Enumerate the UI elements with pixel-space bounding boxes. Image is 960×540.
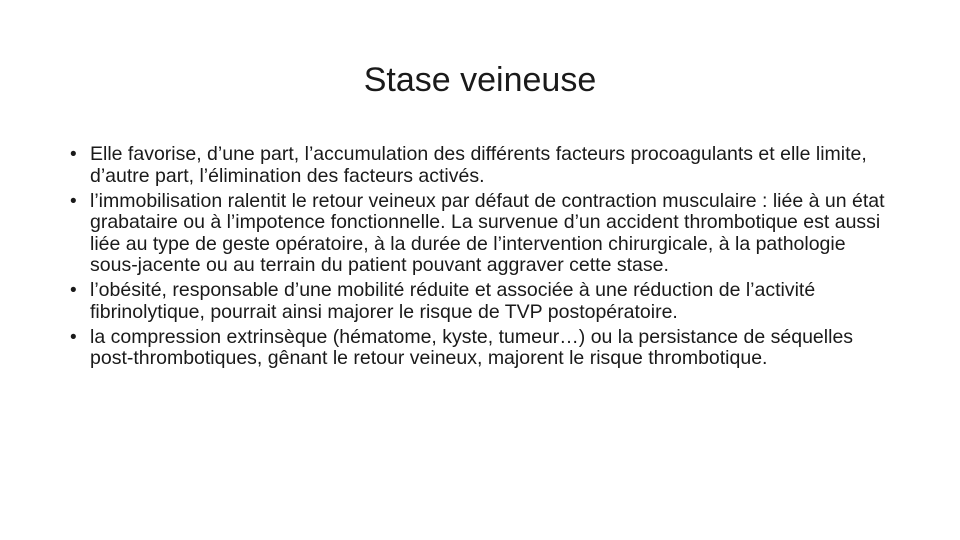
bullet-item (72, 280, 894, 323)
bullet-item (72, 144, 894, 187)
bullet-item (72, 191, 894, 277)
bullet-list (72, 144, 894, 373)
bullet-text: l’immobilisation ralentit le retour veineux par défaut de contraction musculaire : liée à un état grabataire ou à l’impotence fonctionnelle. La survenue d’un accident thrombotique est aussi liée au type de geste opératoire, à la durée de l’intervention chirurgicale, à la pathologie sous-jacente ou au terrain du patient pouvant aggraver cette stase. (90, 189, 885, 276)
bullet-text: la compression extrinsèque (hématome, kyste, tumeur…) ou la persistance de séquelles post-thrombotiques, gênant le retour veineux, majorent le risque thrombotique. (90, 325, 854, 369)
bullet-icon: • (70, 190, 77, 212)
bullet-text: l’obésité, responsable d’une mobilité réduite et associée à une réduction de l’activité fibrinolytique, pourrait ainsi majorer le risque de TVP postopératoire. (90, 279, 816, 323)
bullet-text: Elle favorise, d’une part, l’accumulation des différents facteurs procoagulants et elle limite, d’autre part, l’élimination des facteurs activés. (90, 143, 867, 187)
bullet-icon: • (70, 280, 77, 301)
bullet-icon: • (70, 326, 77, 348)
bullet-icon: • (70, 144, 77, 165)
slide-title: Stase veineuse (363, 61, 597, 99)
bullet-item (72, 327, 894, 370)
